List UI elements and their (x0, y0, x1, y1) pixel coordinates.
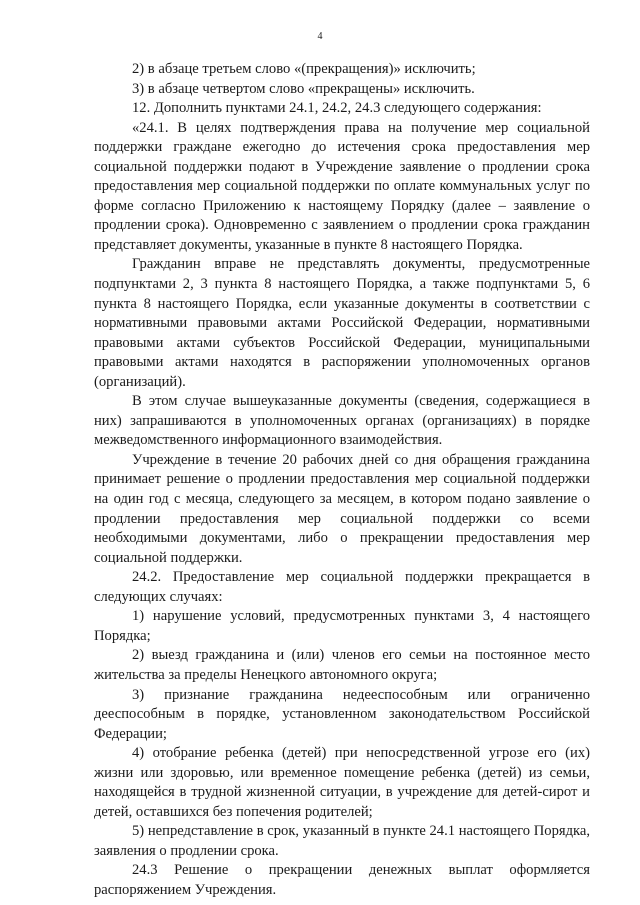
paragraph-24-3: 24.3 Решение о прекращении денежных выплат оформляется распоряжением Учреждения. (94, 862, 590, 898)
paragraph-optional-documents: Гражданин вправе не представлять документы, предусмотренные подпунктами 2, 3 пункта 8 настоящего Порядка, а также подпунктами 5, 6 пункта 8 настоящего Порядка, если указанные документы в соответствии с нормативными правовыми актами Российской Федерации, нормативными правовыми актами субъектов Российской Федерации, муниципальными правовыми актами находятся в распоряжении уполномоченных органов (организаций). (94, 256, 590, 390)
paragraph-item-3: 3) в абзаце четвертом слово «прекращены» исключить. (132, 80, 475, 97)
paragraph-interagency-request: В этом случае вышеуказанные документы (сведения, содержащиеся в них) запрашиваются в уполномоченных органах (организациях) в порядке межведомственного информационного взаимодействия. (94, 393, 590, 449)
list-item-case-5: 5) непредставление в срок, указанный в пункте 24.1 настоящего Порядка, заявления о продлении срока. (94, 823, 590, 859)
paragraph-decision-term: Учреждение в течение 20 рабочих дней со дня обращения гражданина принимает решение о продлении предоставления мер социальной поддержки на один год с месяца, следующего за месяцем, в котором подано заявление о продлении предоставления мер социальной поддержки со всеми необходимыми документами, либо о прекращении предоставления мер социальной поддержки. (94, 451, 590, 566)
list-item-case-1: 1) нарушение условий, предусмотренных пунктами 3, 4 настоящего Порядка; (94, 608, 590, 644)
paragraph-24-2: 24.2. Предоставление мер социальной поддержки прекращается в следующих случаях: (94, 569, 590, 605)
list-item-case-4: 4) отобрание ребенка (детей) при непосредственной угрозе его (их) жизни или здоровью, или временное помещение ребенка (детей) из семьи, находящейся в трудной жизненной ситуации, в учреждение для детей-сирот и детей, оставшихся без попечения родителей; (94, 745, 590, 820)
page-number: 4 (317, 31, 323, 42)
document-body (94, 60, 590, 901)
list-item-case-3: 3) признание гражданина недееспособным или ограниченно дееспособным в порядке, установленном законодательством Российской Федерации; (94, 686, 590, 742)
paragraph-item-2: 2) в абзаце третьем слово «(прекращения)» исключить; (132, 61, 476, 77)
paragraph-24-1: «24.1. В целях подтверждения права на получение мер социальной поддержки граждане ежегодно до истечения срока предоставления мер социальной поддержки подают в Учреждение заявление о продлении срока предоставления мер социальной поддержки по оплате коммунальных услуг по форме согласно Приложению к настоящему Порядку (далее – заявление о продлении срока). Одновременно с заявлением о продлении срока гражданин представляет документы, указанные в пункте 8 настоящего Порядка. (94, 119, 590, 253)
paragraph-clause-12: 12. Дополнить пунктами 24.1, 24.2, 24.3 следующего содержания: (132, 100, 542, 117)
list-item-case-2: 2) выезд гражданина и (или) членов его семьи на постоянное место жительства за пределы Ненецкого автономного округа; (94, 647, 590, 683)
